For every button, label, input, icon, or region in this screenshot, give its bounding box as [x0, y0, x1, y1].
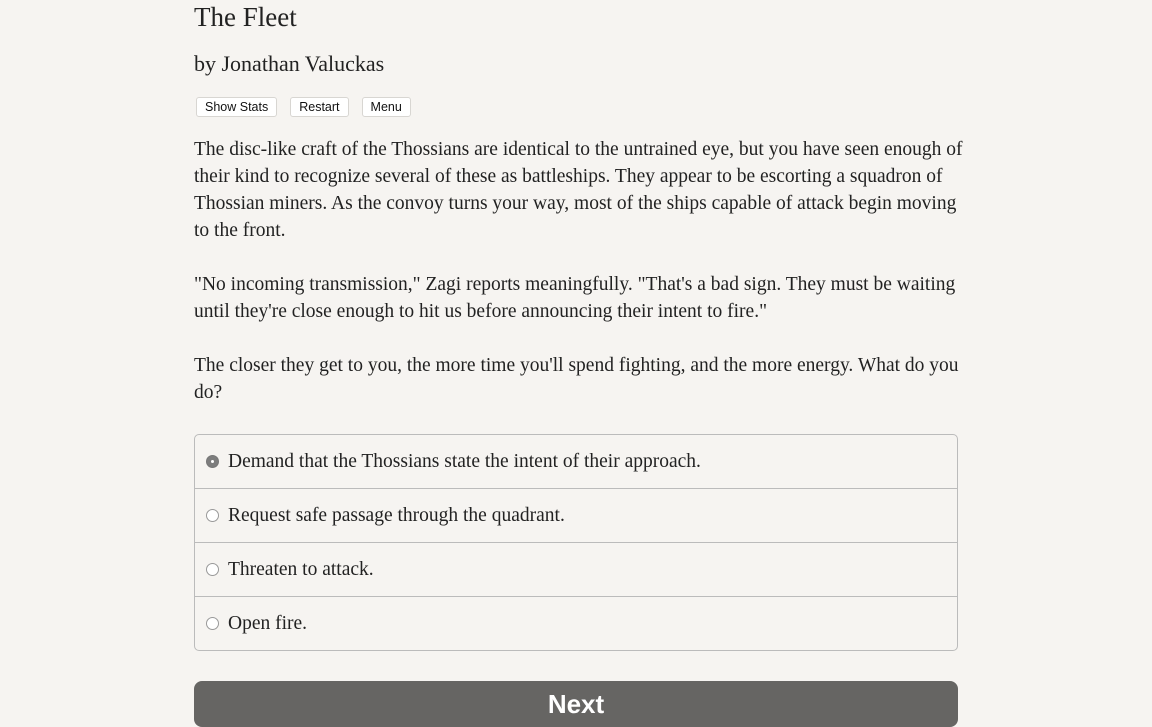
story-paragraph: "No incoming transmission," Zagi reports meaningfully. "That's a bad sign. They must be waiting until they're close enough to hit us before announcing their intent to fire." — [194, 274, 956, 322]
page-title: The Fleet — [194, 2, 297, 32]
show-stats-button[interactable]: Show Stats — [196, 97, 277, 117]
choice-label: Threaten to attack. — [228, 558, 374, 580]
choice-option[interactable] — [195, 542, 957, 596]
radio-icon[interactable] — [206, 617, 219, 630]
story-paragraph: The disc-like craft of the Thossians are identical to the untrained eye, but you have seen enough of their kind to recognize several of these as battleships. They appear to be escorting a squadron of Thossian miners. As the convoy turns your way, most of the ships capable of attack begin moving to the front. — [194, 139, 963, 241]
toolbar — [196, 97, 411, 117]
choice-label: Open fire. — [228, 612, 308, 634]
next-button[interactable]: Next — [194, 681, 958, 727]
choice-label: Request safe passage through the quadrant. — [228, 504, 565, 526]
radio-icon[interactable] — [206, 509, 219, 522]
choice-label: Demand that the Thossians state the intent of their approach. — [228, 450, 701, 472]
choice-option[interactable] — [195, 488, 957, 542]
menu-button[interactable]: Menu — [362, 97, 411, 117]
story-paragraph: The closer they get to you, the more time you'll spend fighting, and the more energy. What do you do? — [194, 355, 959, 403]
choice-option[interactable] — [195, 596, 957, 650]
choice-list — [194, 434, 958, 651]
choice-option[interactable] — [195, 435, 957, 488]
story-text — [194, 136, 964, 433]
radio-icon[interactable] — [206, 563, 219, 576]
author-byline: by Jonathan Valuckas — [194, 51, 385, 76]
radio-selected-icon[interactable] — [206, 455, 219, 468]
restart-button[interactable]: Restart — [290, 97, 348, 117]
